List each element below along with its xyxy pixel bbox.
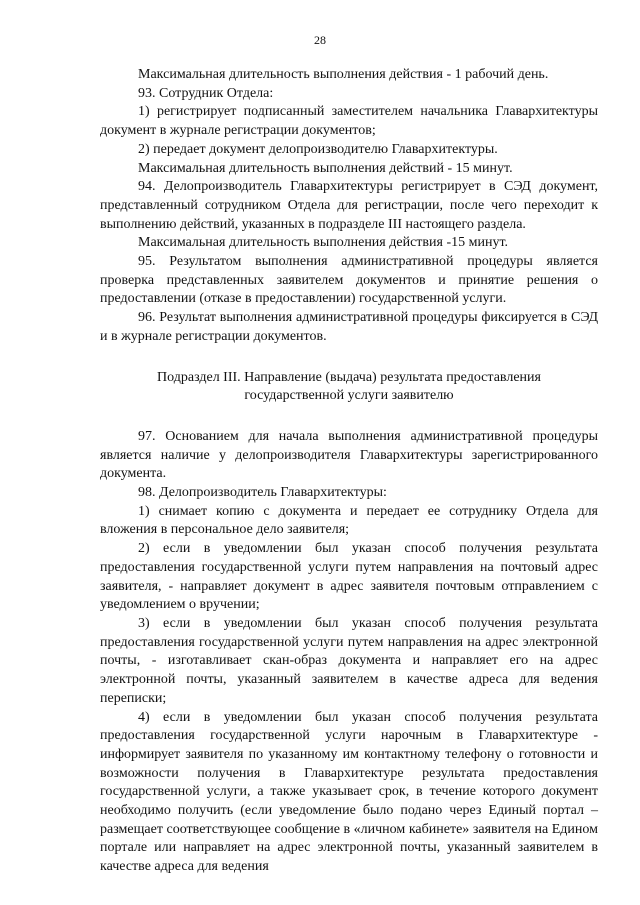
- paragraph: 98. Делопроизводитель Главархитектуры:: [138, 485, 387, 501]
- paragraph: 1) снимает копию с документа и передает ее сотруднику Отдела для вложения в персональное дело заявителя;: [100, 503, 598, 538]
- paragraph: 96. Результат выполнения административной процедуры фиксируется в СЭД и в журнале регистрации документов.: [100, 310, 598, 344]
- paragraph: 94. Делопроизводитель Главархитектуры регистрирует в СЭД документ, представленный сотрудником Отдела для регистрации, после чего переходит к выполнению действий, указанных в подразделе III настоящего раздела.: [100, 179, 598, 232]
- paragraph: 2) если в уведомлении был указан способ получения результата предоставления государственной услуги путем направления на почтовый адрес заявителя, - направляет документ в адрес заявителя почтовым отправлением с уведомлением о вручении;: [100, 541, 598, 613]
- paragraph: 3) если в уведомлении был указан способ получения результата предоставления государственной услуги путем направления на адрес электронной почты, - изготавливает скан-образ документа и направляет его на адрес электронной почты, указанный заявителем в качестве адреса для ведения переписки;: [100, 615, 598, 706]
- heading-line-2: государственной услуги заявителю: [244, 388, 454, 404]
- paragraph: 1) регистрирует подписанный заместителем начальника Главархитектуры документ в журнале регистрации документов;: [100, 104, 598, 139]
- subsection-heading: [100, 369, 598, 406]
- heading-line-1: Подраздел III. Направление (выдача) результата предоставления: [157, 369, 541, 385]
- paragraph: 95. Результатом выполнения административной процедуры является проверка представленных заявителем документов и принятие решения о предоставлении (отказе в предоставлении) государственной услуги.: [100, 254, 598, 307]
- document-body: [100, 66, 598, 877]
- paragraph: 4) если в уведомлении был указан способ получения результата предоставления государственной услуги нарочным в Главархитектуре - информирует заявителя по указанному им контактному телефону о готовности и возможности получения в Главархитектуре результата предоставления государственной услуги, а также указывает срок, в течение которого документ необходимо получить (если уведомление было подано через Единый портал – размещает соответствующее сообщение в «личном кабинете» заявителя на Едином портале или направляет на адрес электронной почты, указанный заявителем в качестве адреса для ведения: [100, 709, 598, 875]
- paragraph: Максимальная длительность выполнения действий - 15 минут.: [138, 160, 513, 176]
- paragraph: 97. Основанием для начала выполнения административной процедуры является наличие у делопроизводителя Главархитектуры зарегистрированного документа.: [100, 428, 598, 482]
- paragraph: 93. Сотрудник Отдела:: [138, 85, 274, 101]
- paragraph: Максимальная длительность выполнения действия -15 минут.: [138, 235, 509, 251]
- paragraph: Максимальная длительность выполнения действия - 1 рабочий день.: [138, 67, 549, 82]
- paragraph: 2) передает документ делопроизводителю Главархитектуры.: [138, 141, 498, 157]
- page-number: 28: [314, 33, 326, 47]
